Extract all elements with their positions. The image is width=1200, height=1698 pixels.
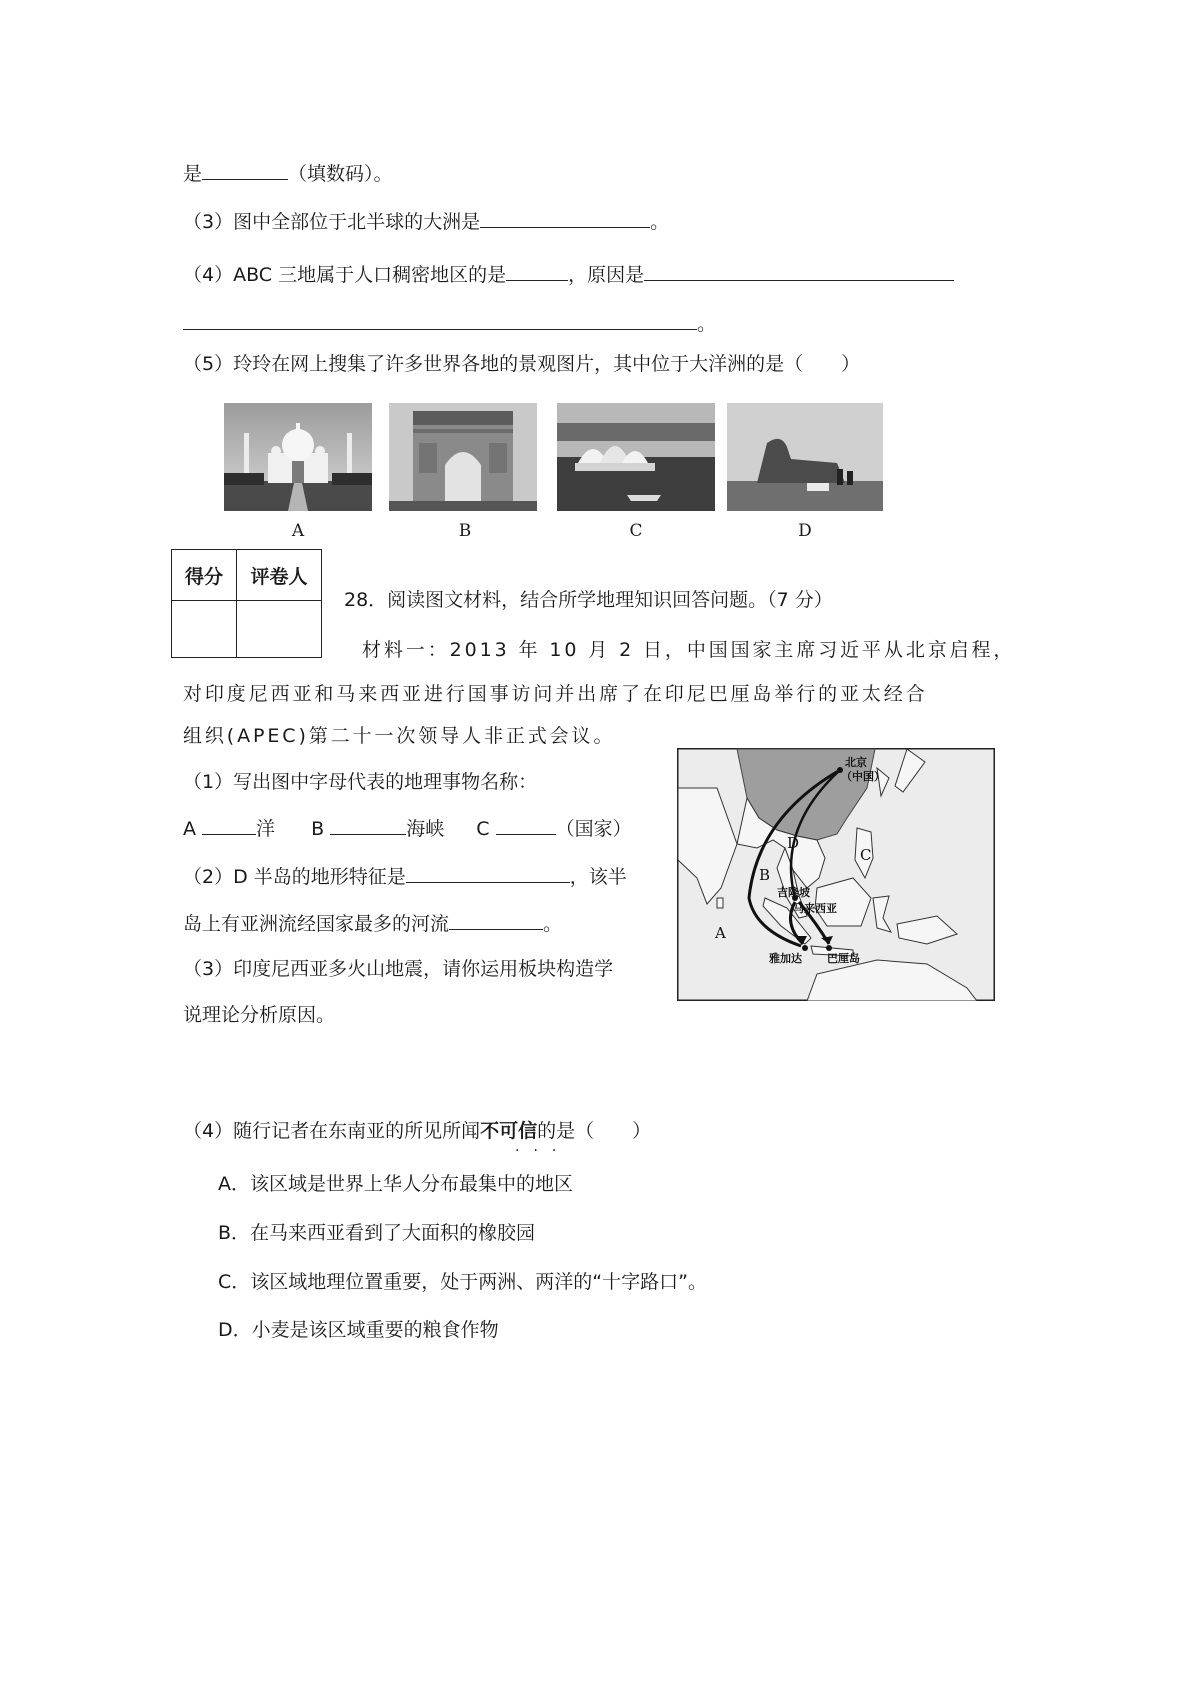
q27-line-lead: 是 [183,163,203,185]
q27-sub5 [183,350,860,378]
option-a[interactable]: A．该区域是世界上华人分布最集中的地区 [218,1173,573,1195]
q28-sub4-end: 的是（ ） [537,1120,652,1142]
q28-sub2-b [183,907,562,938]
q28-sub2b-end: 。 [543,913,563,935]
q28-material-line-3: 组织(APEC)第二十一次领导人非正式会议。 [183,725,616,747]
map-letter-d: D [787,834,800,852]
answer-blank[interactable] [202,157,288,180]
score-header: 得分 [172,550,237,601]
unit-ocean: 洋 [256,818,276,840]
caption-b: B [458,521,472,541]
q27-sub4-continued [183,307,716,338]
option-c[interactable]: C．该区域地理位置重要，处于两洲、两洋的“十字路口”。 [218,1271,707,1293]
q28-sub2-a [183,860,627,891]
southeast-asia-map [677,748,995,1001]
taj-mahal-photo [224,403,372,511]
answer-blank-a[interactable] [202,812,256,835]
answer-blank[interactable] [644,258,954,281]
option-b[interactable]: B．在马来西亚看到了大面积的橡胶园 [218,1222,536,1244]
q28-sub2-text: （2）D 半岛的地形特征是 [183,866,406,888]
q27-line-tail-text: （填数码）。 [288,163,393,185]
jakarta-marker [802,945,808,951]
q28-sub2b-text: 岛上有亚洲流经国家最多的河流 [183,913,450,935]
map-letter-a: A [715,924,726,942]
q28-sub1-fill [183,812,632,843]
answer-blank[interactable] [449,907,543,930]
bali-marker [826,945,832,951]
q27-line-tail [183,157,393,188]
q28-material-line-2: 对印度尼西亚和马来西亚进行国事访问并出席了在印尼巴厘岛举行的亚太经合 [183,683,928,705]
caption-d: D [798,521,812,541]
label-kuala-lumpur: 吉隆坡 [777,886,810,899]
answer-blank[interactable] [506,258,568,281]
q27-sub4 [183,258,954,289]
answer-blank[interactable] [183,307,697,330]
emphasis-dots: ··· [515,1143,571,1159]
q27-sub3 [183,205,669,236]
score-box [171,549,322,658]
q28-material-line-1: 材料一：2013 年 10 月 2 日，中国国家主席习近平从北京启程， [362,639,1016,661]
caption-a: A [291,521,305,541]
grader-cell[interactable] [237,601,322,658]
map-letter-b: B [759,866,771,884]
label-malaysia: 马来西亚 [793,902,837,915]
q27-sub4-end: 。 [697,313,717,335]
q28-sub3-b: 说理论分析原因。 [183,1004,336,1026]
q28-sub4 [183,1117,651,1145]
q27-sub3-text: （3）图中全部位于北半球的大洲是 [183,211,481,233]
unit-strait: 海峡 [406,818,445,840]
label-bali: 巴厘岛 [827,952,860,965]
label-b: B [311,818,325,840]
grader-header: 评卷人 [237,550,322,601]
q27-sub4-mid: ，原因是 [568,264,645,286]
answer-blank[interactable] [406,860,570,883]
label-beijing: 北京 [845,756,867,769]
q28-title: 28．阅读图文材料，结合所学地理知识回答问题。（7 分） [344,589,833,611]
answer-blank[interactable] [480,205,650,228]
q27-sub3-end: 。 [650,211,670,233]
q28-sub3-a: （3）印度尼西亚多火山地震，请你运用板块构造学 [183,958,614,980]
score-cell[interactable] [172,601,237,658]
label-a: A [183,818,196,840]
q28-sub2-end: ，该半 [569,866,627,888]
caption-c: C [629,521,643,541]
map-letter-c: C [860,846,872,864]
label-c: C [476,818,490,840]
unit-country: （国家） [555,818,632,840]
q27-sub5-text: （5）玲玲在网上搜集了许多世界各地的景观图片，其中位于大洋洲的是（ ） [183,353,861,375]
label-china: （中国） [841,770,885,783]
answer-blank-c[interactable] [496,812,556,835]
emphasis-not-credible: 不可信 [480,1120,538,1142]
sydney-opera-house-photo [557,403,715,511]
q27-sub4-text: （4）ABC 三地属于人口稠密地区的是 [183,264,507,286]
label-jakarta: 雅加达 [769,952,802,965]
q28-sub1: （1）写出图中字母代表的地理事物名称： [183,771,538,793]
q28-sub4-lead: （4）随行记者在东南亚的所见所闻 [183,1120,481,1142]
arc-de-triomphe-photo [389,403,537,511]
answer-blank-b[interactable] [330,812,406,835]
sphinx-photo [727,403,883,511]
option-d[interactable]: D．小麦是该区域重要的粮食作物 [218,1319,499,1341]
